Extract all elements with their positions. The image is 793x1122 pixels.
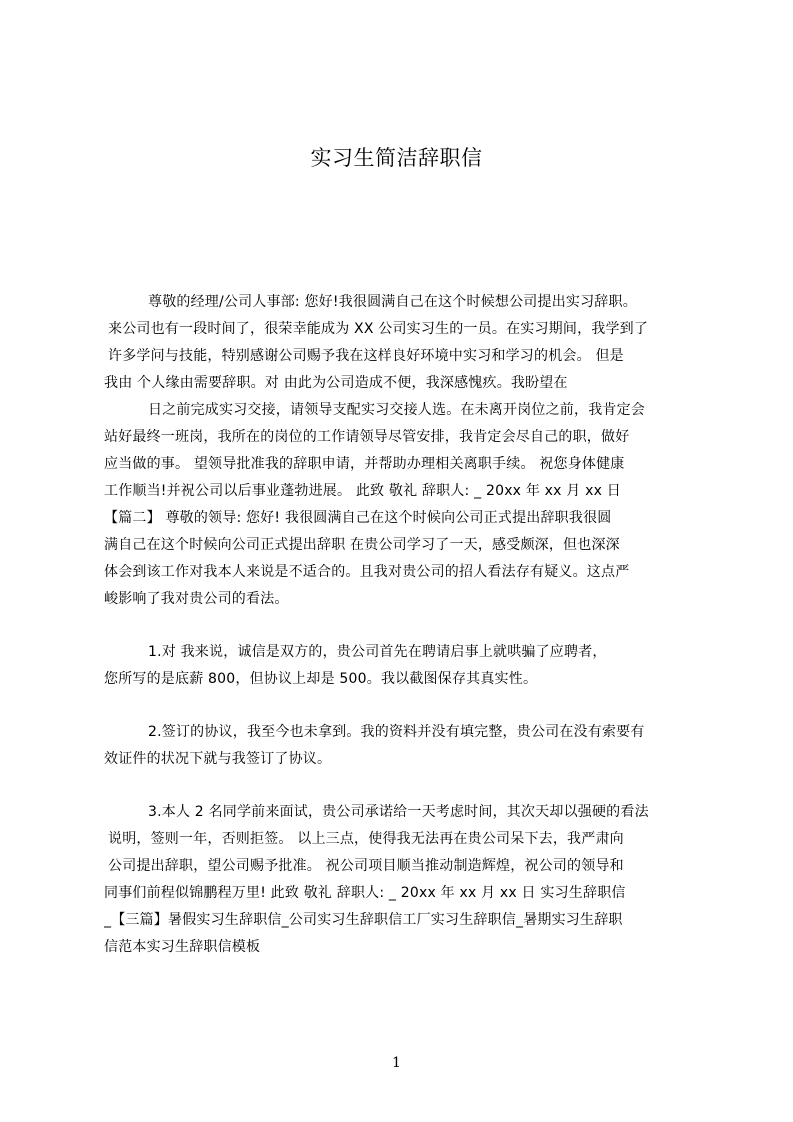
paragraph-line: 3.本人 2 名同学前来面试，贵公司承诺给一天考虑时间，其次天却以强硬的看法 [148,804,649,820]
paragraph-line: 日之前完成实习交接，请领导支配实习交接人选。在未离开岗位之前，我肯定会 [148,402,645,418]
paragraph-line: 峻影响了我对贵公司的看法。 [104,591,289,607]
document-title: 实习生简洁辞职信 [310,146,483,170]
paragraph-line: 【篇二】 尊敬的领导: 您好! 我很圆满自己在这个时候向公司正式提出辞职我很圆 [104,510,612,526]
page-number: 1 [392,1055,401,1071]
paragraph-line: 公司提出辞职，望公司赐予批准。 祝公司项目顺当推动制造辉煌，祝公司的领导和 [108,858,624,874]
paragraph-line: 满自己在这个时候向公司正式提出辞职 在贵公司学习了一天，感受颇深，但也深深 [104,537,620,553]
paragraph-line: 工作顺当!并祝公司以后事业蓬勃进展。 此致 敬礼 辞职人: _ 20xx 年 xx 月 xx 日 [104,483,621,499]
paragraph-line: 许多学问与技能，特别感谢公司赐予我在这样良好环境中实习和学习的机会。 但是 [108,348,624,364]
paragraph-line: 体会到该工作对我本人来说是不适合的。且我对贵公司的招人看法存有疑义。这点严 [104,564,630,580]
paragraph-line: 同事们前程似锦鹏程万里! 此致 敬礼 辞职人: _ 20xx 年 xx 月 xx 日 实习生辞职信 [104,885,626,901]
paragraph-line: 来公司也有一段时间了，很荣幸能成为 XX 公司实习生的一员。在实习期间，我学到了 [108,321,649,337]
paragraph-line: 站好最终一班岗，我所在的岗位的工作请领导尽管安排，我肯定会尽自己的职，做好 [104,429,630,445]
paragraph-line: 说明，签则一年，否则拒签。 以上三点，使得我无法再在贵公司呆下去，我严肃向 [108,831,624,847]
paragraph-line: 您所写的是底薪 800，但协议上却是 500。我以截图保存其真实性。 [104,671,538,687]
paragraph-line: 信范本实习生辞职信模板 [104,939,261,955]
paragraph-line: 效证件的状况下就与我签订了协议。 [104,751,332,767]
paragraph-line: 尊敬的经理/公司人事部: 您好!我很圆满自己在这个时候想公司提出实习辞职。 [148,294,637,310]
paragraph-line: 1.对 我来说，诚信是双方的，贵公司首先在聘请启事上就哄骗了应聘者， [148,644,607,660]
paragraph-line: 应当做的事。 望领导批准我的辞职申请，并帮助办理相关离职手续。 祝您身体健康 [104,456,625,472]
paragraph-line: _【三篇】暑假实习生辞职信_公司实习生辞职信工厂实习生辞职信_暑期实习生辞职 [104,912,623,928]
paragraph-line: 2.签订的协议，我至今也未拿到。我的资料并没有填完整，贵公司在没有索要有 [148,724,645,740]
paragraph-line: 我由 个人缘由需要辞职。对 由此为公司造成不便，我深感愧疚。我盼望在 [104,375,568,391]
